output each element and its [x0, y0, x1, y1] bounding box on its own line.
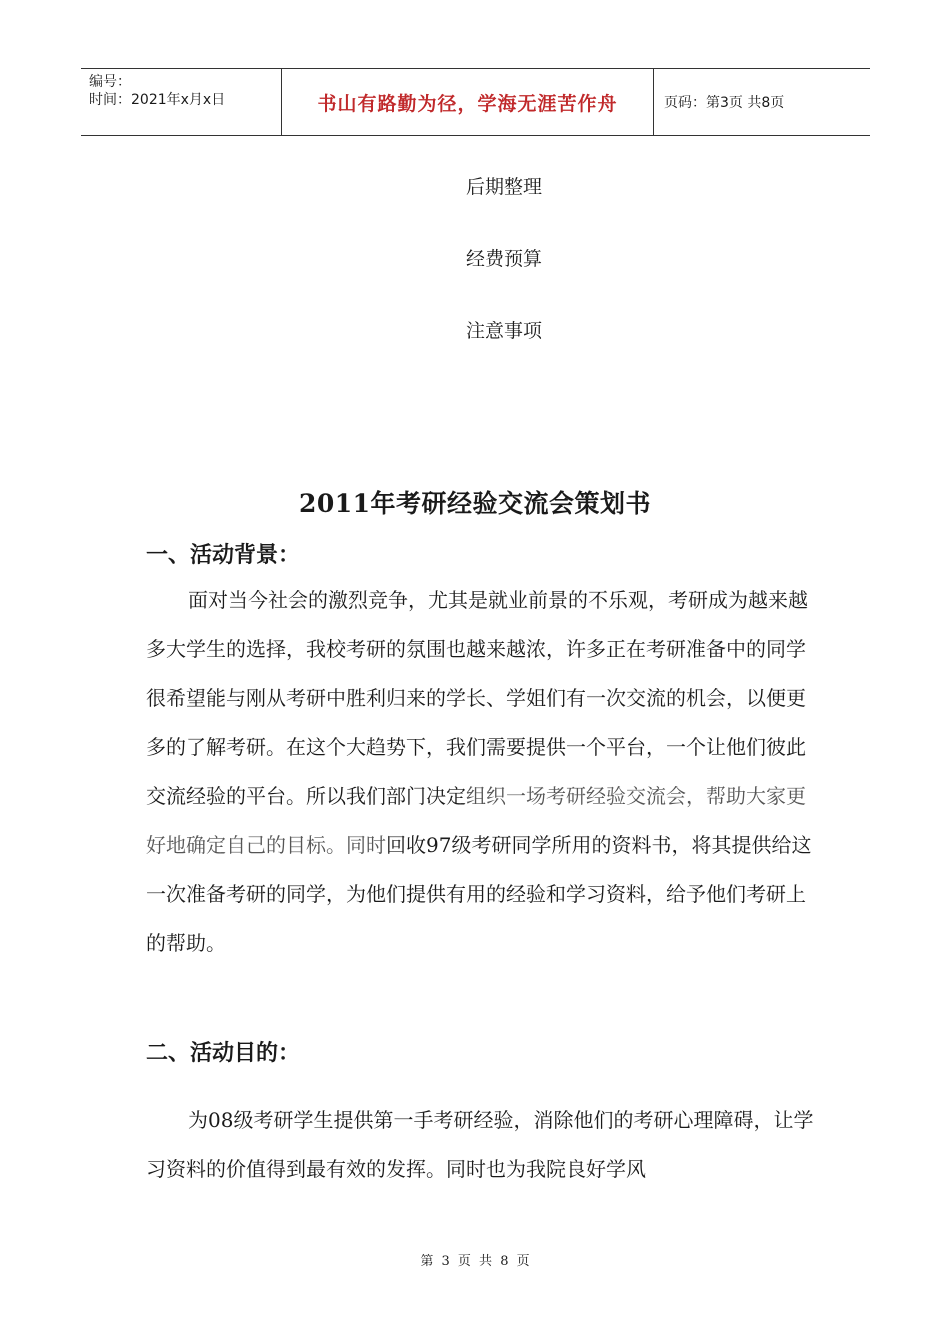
- section-paragraph-background: 面对当今社会的激烈竞争，尤其是就业前景的不乐观，考研成为越来越多大学生的选择，我校考研的氛围也越来越浓，许多正在考研准备中的同学很希望能与刚从考研中胜利归来的学长、学姐们有一次交流的机会，以便更多的了解考研。在这个大趋势下，我们需要提供一个平台，一个让他们彼此交流经验的平台。所以我们部门决定组织一场考研经验交流会，帮助大家更好地确定自己的目标。同时回收97级考研同学所用的资料书，将其提供给这一次准备考研的同学，为他们提供有用的经验和学习资料，给予他们考研上的帮助。: [146, 588, 812, 955]
- section-heading-purpose: 二、活动目的：: [146, 1040, 301, 1066]
- page-header: [81, 68, 870, 136]
- header-page-info: 页码：第3页 共8页: [664, 95, 785, 111]
- toc-item: 后期整理: [465, 176, 542, 198]
- document-number-label: 编号：: [89, 74, 131, 90]
- toc-item: 注意事项: [465, 320, 542, 342]
- header-meta: [81, 69, 281, 135]
- document-title: 2011年考研经验交流会策划书: [298, 489, 652, 518]
- page-footer: 第 3 页 共 8 页: [420, 1254, 530, 1269]
- section-paragraph-purpose: 为08级考研学生提供第一手考研经验，消除他们的考研心理障碍，让学习资料的价值得到最有效的发挥。同时也为我院良好学风: [146, 1108, 814, 1181]
- document-time-label: 时间：2021年x月x日: [89, 92, 226, 108]
- toc-item: 经费预算: [465, 248, 542, 270]
- section-heading-background: 一、活动背景：: [146, 542, 301, 568]
- header-motto: 书山有路勤为径，学海无涯苦作舟: [281, 69, 654, 135]
